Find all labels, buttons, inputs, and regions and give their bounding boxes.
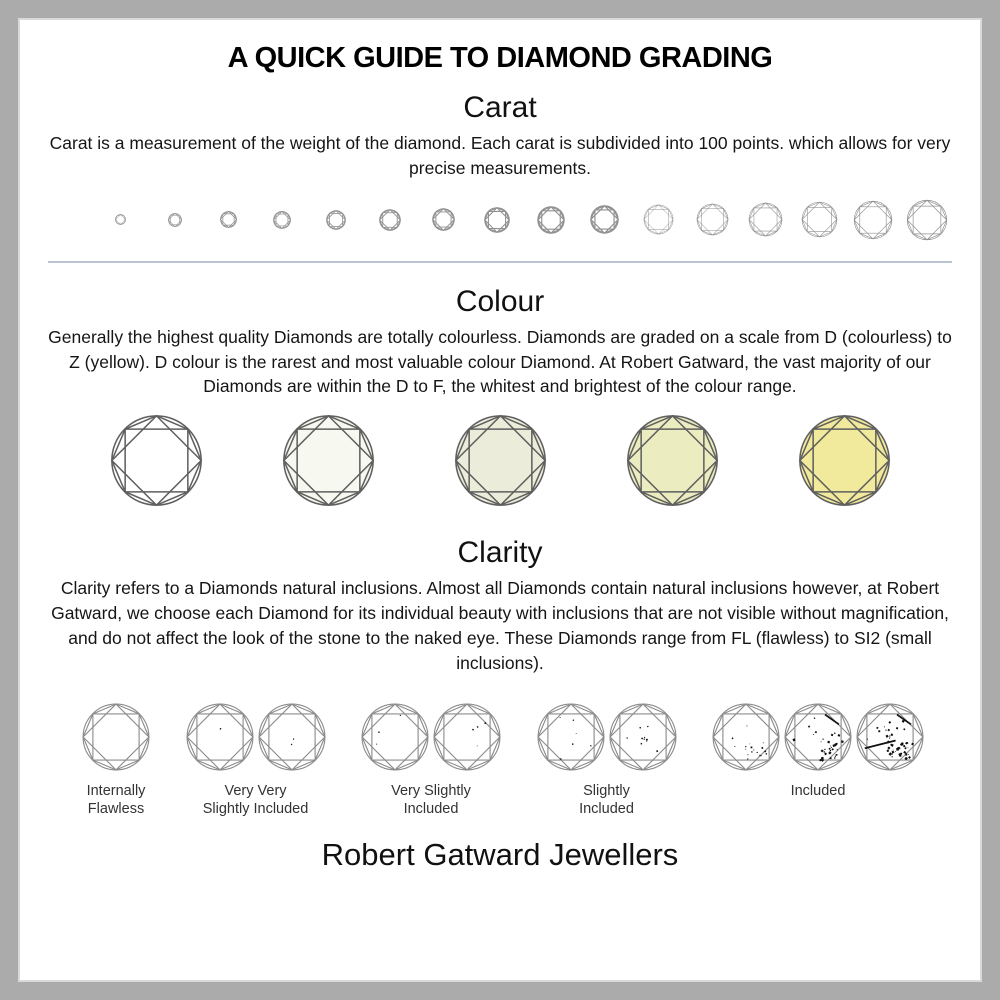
clarity-group-description: Very Very Slightly Included bbox=[202, 782, 309, 818]
carat-diameter-value bbox=[417, 263, 471, 271]
clarity-gem-row bbox=[710, 702, 926, 772]
carat-diameter-value bbox=[363, 263, 417, 271]
diamond-gem-icon bbox=[273, 211, 291, 229]
clarity-description: Clarity refers to a Diamonds natural inclusions. Almost all Diamonds contain natural inclusions however, at Robert Gatward, we choose each Diamond for its individual beauty with inclusions that are not visible without magnification, and do not affect the look of the stone to the naked eye. These Diamonds range from FL (flawless) to SI2 (small inclusions). bbox=[51, 578, 949, 673]
brand-footer: Robert Gatward Jewellers bbox=[321, 837, 679, 873]
carat-gem-0,90 bbox=[524, 193, 578, 247]
diamond-gem-icon bbox=[257, 702, 327, 772]
carat-weight-value bbox=[847, 247, 901, 261]
diamond-gem-icon bbox=[360, 702, 430, 772]
carat-diameter-value bbox=[470, 263, 524, 271]
diamond-gem-icon bbox=[168, 213, 182, 227]
carat-gem-1,50 bbox=[685, 193, 739, 247]
clarity-gem-row bbox=[80, 702, 152, 772]
carat-weight-value bbox=[739, 247, 793, 261]
carat-gem-0,10 bbox=[148, 193, 202, 247]
colour-gem bbox=[797, 413, 892, 513]
diamond-gem-icon bbox=[220, 211, 237, 228]
colour-grade-item bbox=[758, 413, 930, 526]
clarity-gem bbox=[782, 702, 854, 772]
carat-weight-value bbox=[148, 247, 202, 261]
clarity-gem bbox=[184, 702, 256, 772]
diamond-gem-icon bbox=[537, 206, 565, 234]
infographic-card bbox=[20, 20, 980, 980]
carat-diameter-value bbox=[309, 263, 363, 271]
diamond-gem-icon bbox=[453, 413, 548, 508]
colour-gem bbox=[453, 413, 548, 513]
diamond-gem-icon bbox=[326, 210, 346, 230]
carat-weight-value bbox=[417, 247, 471, 261]
diamond-gem-icon bbox=[590, 205, 619, 234]
colour-grade-item bbox=[242, 413, 414, 526]
colour-grade-item bbox=[414, 413, 586, 526]
clarity-gem bbox=[854, 702, 926, 772]
clarity-gem bbox=[710, 702, 782, 772]
diamond-gem-icon bbox=[855, 702, 925, 772]
clarity-group-description: Slightly Included bbox=[579, 782, 634, 818]
clarity-group bbox=[535, 692, 679, 820]
carat-gem-1,00 bbox=[578, 193, 632, 247]
clarity-gem bbox=[535, 702, 607, 772]
diamond-gem-icon bbox=[801, 201, 838, 238]
carat-diameter-value bbox=[94, 263, 148, 271]
carat-weight-value bbox=[900, 247, 954, 261]
carat-weight-value bbox=[632, 247, 686, 261]
clarity-group bbox=[80, 692, 152, 820]
colour-gem bbox=[281, 413, 376, 513]
carat-weight-value bbox=[309, 247, 363, 261]
carat-weight-row-label bbox=[46, 247, 94, 261]
diamond-gem-icon bbox=[748, 202, 783, 237]
carat-scale-table bbox=[46, 193, 954, 271]
clarity-group bbox=[359, 692, 503, 820]
diamond-gem-icon bbox=[711, 702, 781, 772]
carat-diameter-row-label bbox=[46, 263, 94, 271]
carat-weight-value bbox=[578, 247, 632, 261]
carat-gem-3,00 bbox=[900, 193, 954, 247]
carat-weight-value bbox=[255, 247, 309, 261]
colour-grade-item bbox=[586, 413, 758, 526]
carat-weight-value bbox=[94, 247, 148, 261]
clarity-group-description: Very Slightly Included bbox=[391, 782, 471, 818]
diamond-gem-icon bbox=[783, 702, 853, 772]
diamond-gem-icon bbox=[643, 204, 674, 235]
clarity-group bbox=[710, 692, 926, 820]
diamond-gem-icon bbox=[906, 199, 948, 241]
diamond-gem-icon bbox=[281, 413, 376, 508]
clarity-gem bbox=[607, 702, 679, 772]
carat-gem-0,20 bbox=[202, 193, 256, 247]
carat-weight-value bbox=[202, 247, 256, 261]
colour-grade-item bbox=[70, 413, 242, 526]
carat-gem-2,00 bbox=[793, 193, 847, 247]
diamond-gem-icon bbox=[432, 702, 502, 772]
carat-gem-2,50 bbox=[847, 193, 901, 247]
diamond-gem-icon bbox=[185, 702, 255, 772]
clarity-group-description: Included bbox=[790, 782, 846, 799]
clarity-heading: Clarity bbox=[457, 536, 543, 570]
diamond-gem-icon bbox=[536, 702, 606, 772]
carat-diameter-value bbox=[255, 263, 309, 271]
clarity-group bbox=[184, 692, 328, 820]
carat-gem-1,75 bbox=[739, 193, 793, 247]
carat-diameter-value bbox=[202, 263, 256, 271]
diamond-gem-icon bbox=[115, 214, 126, 225]
colour-heading: Colour bbox=[455, 284, 545, 318]
clarity-gem-row bbox=[535, 702, 679, 772]
diamond-gem-icon bbox=[484, 207, 510, 233]
clarity-gem-row bbox=[359, 702, 503, 772]
carat-diameter-value bbox=[524, 263, 578, 271]
carat-gem-0,40 bbox=[363, 193, 417, 247]
diamond-gem-icon bbox=[109, 413, 204, 508]
diamond-gem-icon bbox=[379, 209, 401, 231]
clarity-group-description: Internally Flawless bbox=[86, 782, 146, 818]
clarity-gem bbox=[431, 702, 503, 772]
carat-diameter-value bbox=[739, 263, 793, 271]
colour-gem bbox=[109, 413, 204, 513]
diamond-gem-icon bbox=[853, 200, 893, 240]
carat-gem-0,25 bbox=[255, 193, 309, 247]
carat-weight-value bbox=[363, 247, 417, 261]
colour-description: Generally the highest quality Diamonds are totally colourless. Diamonds are graded on a scale from D (colourless) to Z (yellow). D colour is the rarest and most valuable colour Diamond. At Robert Gatward, the vast majority of our Diamonds are within the D to F, the whitest and brightest of the colour range. bbox=[48, 326, 952, 397]
carat-weight-value bbox=[524, 247, 578, 261]
carat-gem-0,30 bbox=[309, 193, 363, 247]
carat-diameter-value bbox=[900, 263, 954, 271]
diamond-gem-icon bbox=[797, 413, 892, 508]
diamond-gem-icon bbox=[625, 413, 720, 508]
carat-diameter-value bbox=[847, 263, 901, 271]
carat-diameter-value bbox=[685, 263, 739, 271]
clarity-gem bbox=[359, 702, 431, 772]
carat-heading: Carat bbox=[463, 91, 537, 124]
carat-weight-value bbox=[793, 247, 847, 261]
carat-gem-0,50 bbox=[417, 193, 471, 247]
carat-gem-0,05 bbox=[94, 193, 148, 247]
clarity-gem bbox=[256, 702, 328, 772]
diamond-gem-icon bbox=[608, 702, 678, 772]
colour-grade-row bbox=[70, 413, 930, 526]
carat-gem-1,25 bbox=[632, 193, 686, 247]
carat-diameter-value bbox=[148, 263, 202, 271]
carat-scale-corner bbox=[46, 193, 94, 247]
carat-description: Carat is a measurement of the weight of the diamond. Each carat is subdivided into 100 points. which allows for very precise measurements. bbox=[49, 133, 951, 178]
clarity-grade-row bbox=[80, 692, 926, 820]
carat-diameter-value bbox=[632, 263, 686, 271]
carat-weight-value bbox=[470, 247, 524, 261]
carat-diameter-value bbox=[578, 263, 632, 271]
carat-weight-value bbox=[685, 247, 739, 261]
colour-gem bbox=[625, 413, 720, 513]
clarity-gem-row bbox=[184, 702, 328, 772]
page-title: A QUICK GUIDE TO DIAMOND GRADING bbox=[227, 42, 773, 74]
clarity-gem bbox=[80, 702, 152, 772]
diamond-gem-icon bbox=[81, 702, 151, 772]
carat-diameter-value bbox=[793, 263, 847, 271]
diamond-gem-icon bbox=[696, 203, 729, 236]
diamond-gem-icon bbox=[432, 208, 455, 231]
carat-gem-0,70 bbox=[470, 193, 524, 247]
